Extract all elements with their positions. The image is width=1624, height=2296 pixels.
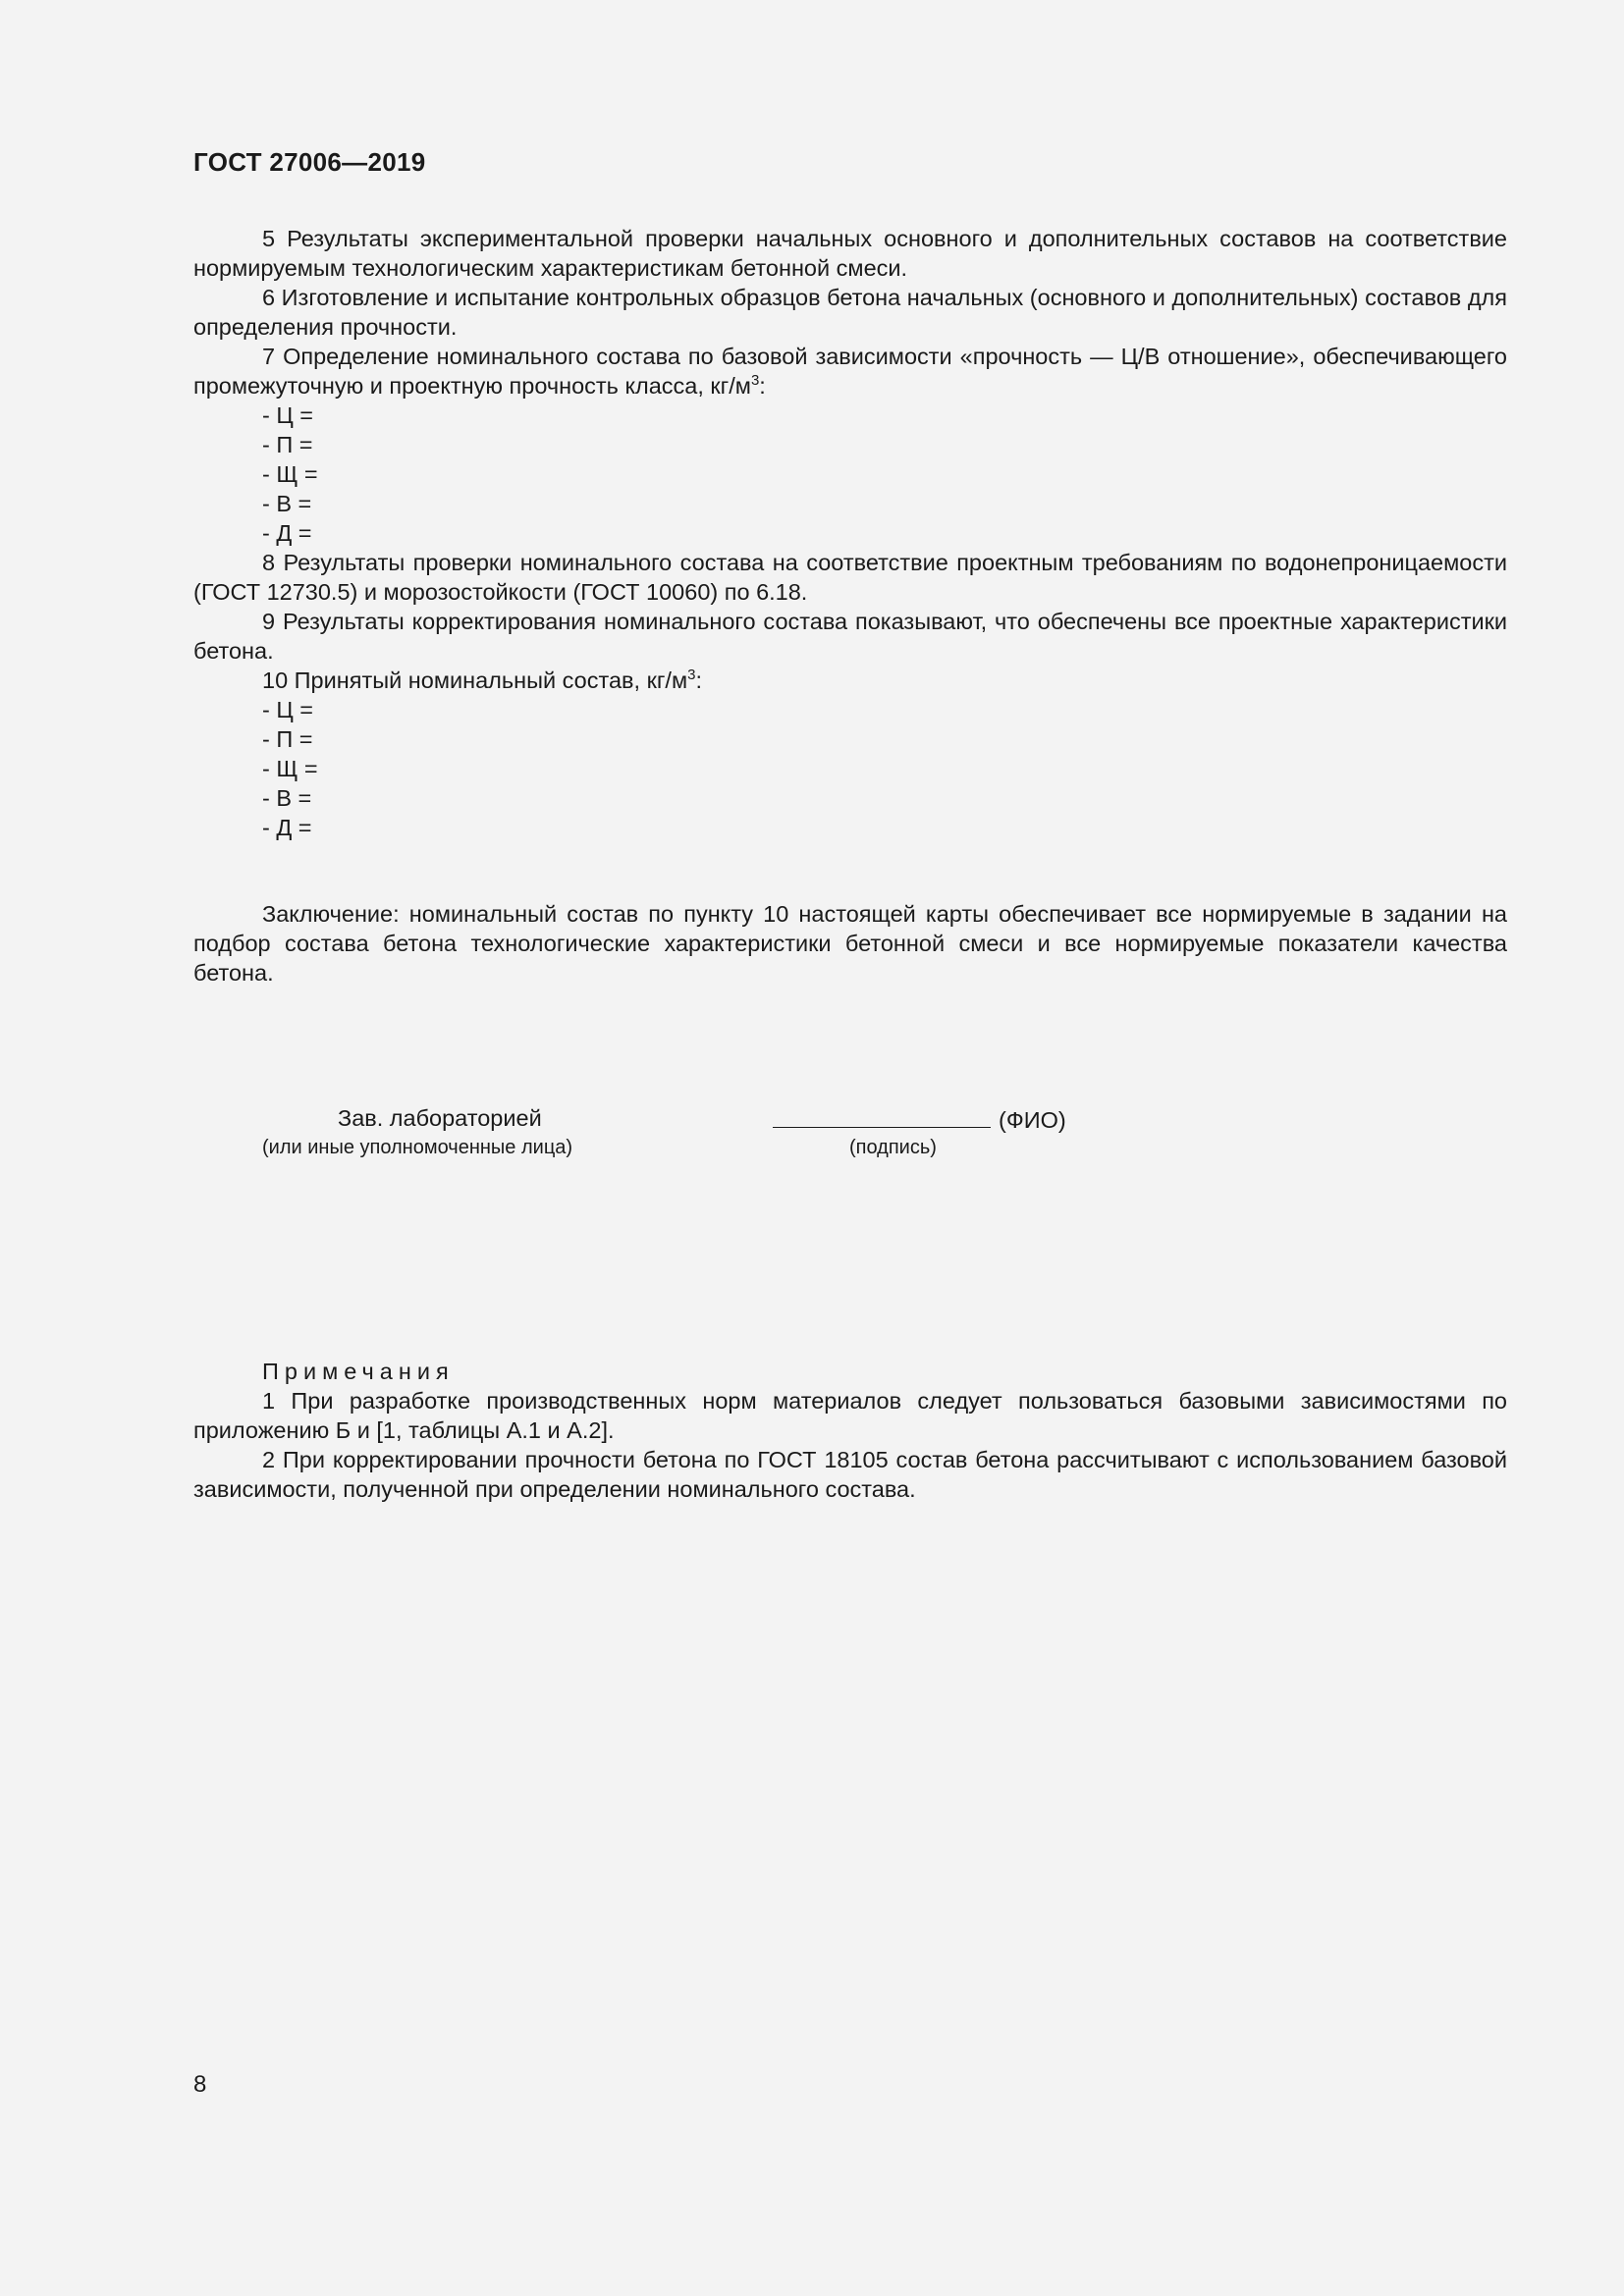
list-item: - В = (262, 491, 312, 516)
document-code: ГОСТ 27006—2019 (193, 147, 426, 177)
paragraph-9: 9 Результаты корректирования номинального состава показывают, что обеспечены все проектные характеристики бетона. (193, 609, 1507, 664)
page-number: 8 (193, 2071, 207, 2098)
spacer (193, 988, 1507, 1103)
notes-heading: Примечания (262, 1359, 455, 1384)
list-item: - П = (262, 726, 313, 752)
paragraph-10-text: 10 Принятый номинальный состав, кг/м (262, 667, 688, 693)
paragraph-5: 5 Результаты экспериментальной проверки начальных основного и дополнительных составов на соответствие нормируемым технологическим характеристикам бетонной смеси. (193, 226, 1507, 281)
document-body (193, 224, 1507, 1504)
signature-line (773, 1103, 991, 1128)
list-item: - Щ = (262, 756, 318, 781)
list-item: - Ц = (262, 697, 313, 722)
list-item: - Ц = (262, 402, 313, 428)
paragraph-7 (193, 342, 1507, 400)
list-item: - Д = (262, 815, 312, 840)
paragraph-10-superscript: 3 (687, 667, 696, 684)
paragraph-10 (193, 666, 1507, 695)
list-item: - Щ = (262, 461, 318, 487)
list-item: - Д = (262, 520, 312, 546)
paragraph-10-colon: : (695, 667, 702, 693)
signature-caption: (подпись) (849, 1137, 937, 1158)
paragraph-6: 6 Изготовление и испытание контрольных образцов бетона начальных (основного и дополнительных) составов для определения прочности. (193, 285, 1507, 340)
paragraph-8: 8 Результаты проверки номинального состава на соответствие проектным требованиям по водонепроницаемости (ГОСТ 12730.5) и морозостойкости (ГОСТ 10060) по 6.18. (193, 550, 1507, 605)
spacer (193, 842, 1507, 899)
paragraph-7-superscript: 3 (750, 372, 760, 390)
paragraph-7-text: 7 Определение номинального состава по базовой зависимости «прочность — Ц/В отношение», обеспечивающего промежуточную и проектную прочность класса, кг/м (193, 344, 1507, 399)
signature-field (773, 1103, 1066, 1135)
list-item: - В = (262, 785, 312, 811)
signature-role: Зав. лабораторией (338, 1105, 542, 1131)
paragraph-7-colon: : (759, 373, 766, 399)
note-2: 2 При корректировании прочности бетона по ГОСТ 18105 состав бетона рассчитывают с использованием базовой зависимости, полученной при определении номинального состава. (193, 1447, 1507, 1502)
note-1: 1 При разработке производственных норм материалов следует пользоваться базовыми зависимостями по приложению Б и [1, таблицы А.1 и А.2]. (193, 1388, 1507, 1443)
signature-block (193, 1103, 1507, 1162)
spacer (193, 1162, 1507, 1357)
signature-role-caption: (или иные уполномоченные лица) (262, 1137, 573, 1158)
conclusion-paragraph: Заключение: номинальный состав по пункту 10 настоящей карты обеспечивает все нормируемые в задании на подбор состава бетона технологические характеристики бетонной смеси и все нормируемые показатели качества бетона. (193, 901, 1507, 986)
list-item: - П = (262, 432, 313, 457)
signature-fio: (ФИО) (999, 1107, 1066, 1133)
